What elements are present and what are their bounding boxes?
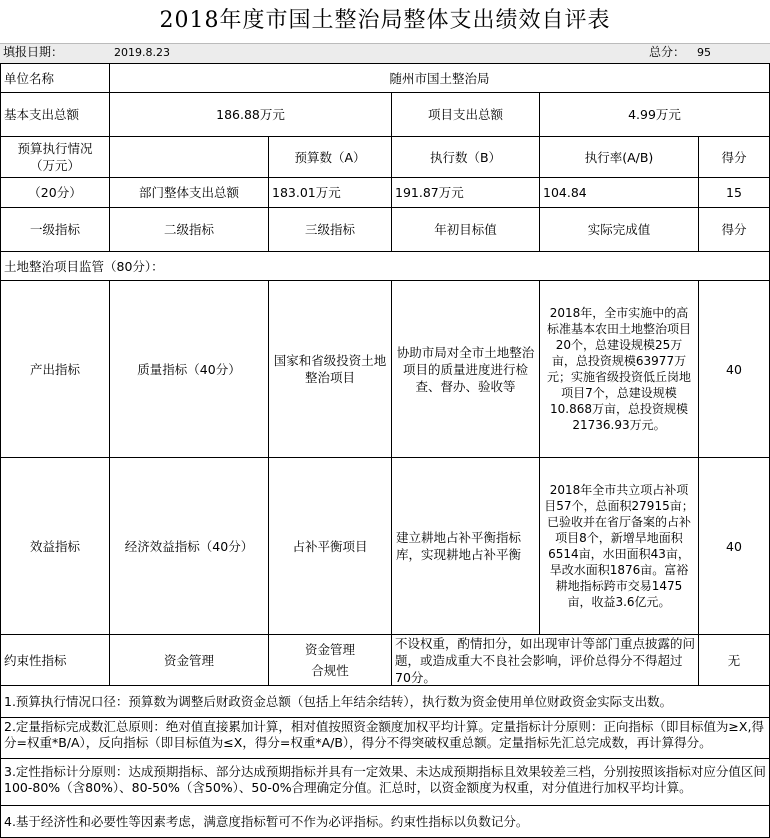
row-output-lvl1: 产出指标 <box>0 280 110 458</box>
dept-rate-value: 104.84 <box>539 177 699 208</box>
col-lvl1: 一级指标 <box>0 207 110 252</box>
note-4: 4.基于经济性和必要性等因素考虑，满意度指标暂可不作为必评指标。约束性指标以负数记分。 <box>0 805 770 838</box>
row-benefit-target: 建立耕地占补平衡指标库，实现耕地占补平衡 <box>391 457 540 635</box>
row-output-score: 40 <box>698 280 770 458</box>
dept-total-label: 部门整体支出总额 <box>109 177 269 208</box>
basic-spending-label: 基本支出总额 <box>0 92 110 137</box>
project-spending-value: 4.99万元 <box>539 92 770 137</box>
row-output-actual: 2018年，全市实施中的高标准基本农田土地整治项目20个，总建设规模25万亩，总投资规模63977万元；实施省级投资低丘岗地项目7个，总建设规模10.868万亩，总投资规模21736.93万元。 <box>539 280 699 458</box>
dept-budget-value: 183.01万元 <box>268 177 392 208</box>
row-constraint-desc: 不设权重，酌情扣分，如出现审计等部门重点披露的问题，或造成重大不良社会影响，评价总得分不得超过70分。 <box>391 634 699 686</box>
col-lvl2: 二级指标 <box>109 207 269 252</box>
unit-name-label: 单位名称 <box>0 63 110 93</box>
budget-blank-cell <box>109 136 269 178</box>
total-score-label: 总分： <box>649 45 686 59</box>
note-2: 2.定量指标完成数汇总原则：绝对值直接累加计算，相对值按照资金额度加权平均计算。定量指标计分原则：正向指标（即目标值为≥X,得分=权重*B/A），反向指标（即目标值为≤X，得分=权重*A/B），得分不得突破权重总额。定量指标先汇总完成数，再计算得分。 <box>0 717 770 759</box>
header-exec-amount: 执行数（B） <box>391 136 540 178</box>
section-title: 土地整治项目监管（80分）： <box>0 251 770 281</box>
fill-date-value: 2019.8.23 <box>114 46 170 59</box>
total-score-value: 95 <box>697 46 711 59</box>
row-output-lvl3: 国家和省级投资土地整治项目 <box>268 280 392 458</box>
row-constraint-lvl3 <box>268 634 392 686</box>
col-score: 得分 <box>698 207 770 252</box>
row-constraint-lvl2: 资金管理 <box>109 634 269 686</box>
row-output-lvl2: 质量指标（40分） <box>109 280 269 458</box>
budget-score-label: （20分） <box>0 177 110 208</box>
header-score: 得分 <box>698 136 770 178</box>
col-target: 年初目标值 <box>391 207 540 252</box>
note-1: 1.预算执行情况口径：预算数为调整后财政资金总额（包括上年结余结转），执行数为资金使用单位财政资金实际支出数。 <box>0 685 770 718</box>
unit-name-value: 随州市国土整治局 <box>109 63 770 93</box>
row-benefit-lvl1: 效益指标 <box>0 457 110 635</box>
row-constraint-lvl1: 约束性指标 <box>0 634 110 686</box>
col-actual: 实际完成值 <box>539 207 699 252</box>
dept-exec-value: 191.87万元 <box>391 177 540 208</box>
col-lvl3: 三级指标 <box>268 207 392 252</box>
row-constraint-score: 无 <box>698 634 770 686</box>
header-budget-amount: 预算数（A） <box>268 136 392 178</box>
row-benefit-actual: 2018年全市共立项占补项目57个，总面积27915亩；已验收并在省厅备案的占补项目8个，新增旱地面积6514亩，水田面积43亩，旱改水面积1876亩。富裕耕地指标跨市交易1475亩，收益3.6亿元。 <box>539 457 699 635</box>
fill-date-label: 填报日期： <box>3 45 64 59</box>
note-3: 3.定性指标计分原则：达成预期指标、部分达成预期指标并具有一定效果、未达成预期指标且效果较差三档，分别按照该指标对应分值区间100-80%（含80%）、80-50%（含50%）、50-0%合理确定分值。汇总时，以资金额度为权重，对分值进行加权平均计算。 <box>0 758 770 806</box>
constraint-lvl3-b: 合规性 <box>311 663 349 678</box>
project-spending-label: 项目支出总额 <box>391 92 540 137</box>
constraint-lvl3-a: 资金管理 <box>304 642 355 657</box>
basic-spending-value: 186.88万元 <box>109 92 392 137</box>
dept-score-value: 15 <box>698 177 770 208</box>
page-title: 2018年度市国土整治局整体支出绩效自评表 <box>159 8 611 33</box>
row-output-target: 协助市局对全市土地整治项目的质量进度进行检查、督办、验收等 <box>391 280 540 458</box>
row-benefit-lvl3: 占补平衡项目 <box>268 457 392 635</box>
budget-execution-label: 预算执行情况（万元） <box>0 136 110 178</box>
header-exec-rate: 执行率(A/B) <box>539 136 699 178</box>
row-benefit-lvl2: 经济效益指标（40分） <box>109 457 269 635</box>
row-benefit-score: 40 <box>698 457 770 635</box>
